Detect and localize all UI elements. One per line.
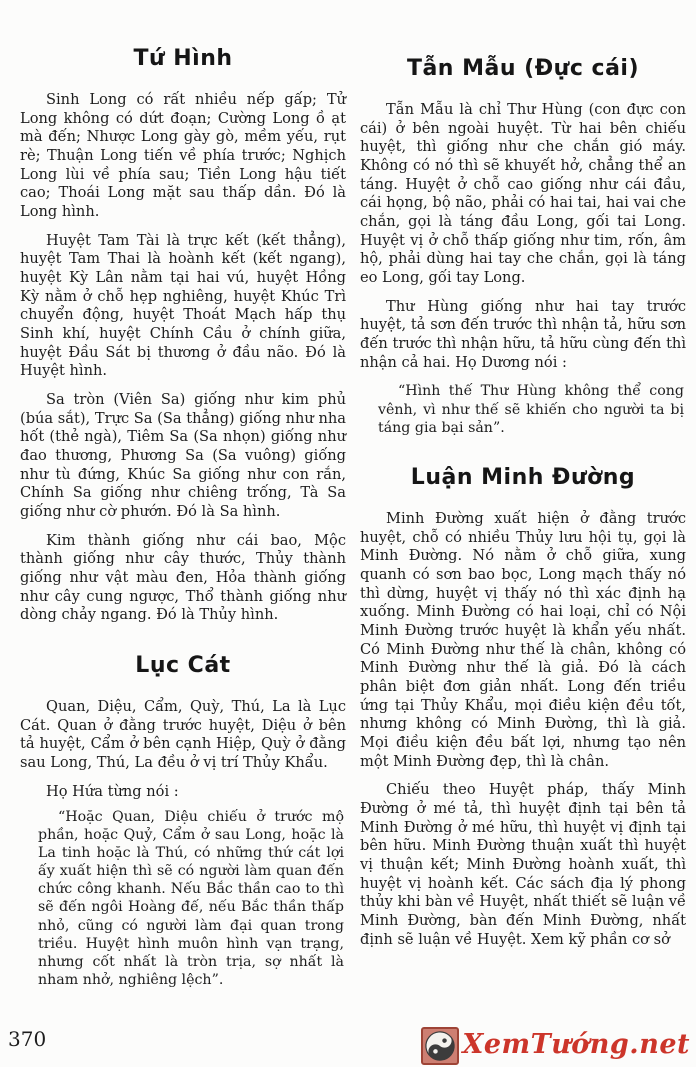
paragraph-tan-mau-2: Thư Hùng giống như hai tay trước huyệt, tả sơn đến trước thì nhận tả, hữu sơn đến trước thì nhận hữu, tả hữu cùng đến thì nhận cả hai. Họ Dương nói : (360, 297, 686, 371)
left-column (20, 46, 346, 999)
paragraph-thuy-hinh: Kim thành giống như cái bao, Mộc thành giống như cây thước, Thủy thành giống như vật màu đen, Hỏa thành giống như cây cung ngược, Thổ thành giống như dòng chảy ngang. Đó là Thủy hình. (20, 531, 346, 624)
paragraph-long-hinh: Sinh Long có rất nhiều nếp gấp; Tử Long không có dứt đoạn; Cường Long ồ ạt mà đến; Nhược Long gày gò, mềm yếu, rụt rè; Thuận Long tiến về phía trước; Nghịch Long lùi về phía sau; Tiền Long hậu tiết cao; Thoái Long mặt sau thấp dần. Đó là Long hình. (20, 91, 346, 221)
section-heading-tan-mau: Tẫn Mẫu (Đực cái) (406, 56, 640, 81)
page-number: 370 (8, 1027, 47, 1051)
right-column (360, 46, 686, 999)
paragraph-sa-hinh: Sa tròn (Viên Sa) giống như kim phủ (búa sắt), Trực Sa (Sa thẳng) giống như nha hốt (thẻ ngà), Tiêm Sa (Sa nhọn) giống như đao thương, Phương Sa (Sa vuông) giống như tù đứng, Khúc Sa giống như con rắn, Chính Sa giống như chiêng trống, Tà Sa giống như cờ phướn. Đó là Sa hình. (20, 391, 346, 521)
paragraph-minh-duong-2: Chiếu theo Huyệt pháp, thấy Minh Đường ở mé tả, thì huyệt định tại bên tả Minh Đường ở mé hữu, thì huyệt vị định tại bên hữu. Minh Đường thuận xuất thì huyệt vị thuận kết; Minh Đường hoành xuất, thì huyệt vị hoành kết. Các sách địa lý phong thủy khi bàn về Huyệt, nhất thiết sẽ luận về Minh Đường, bàn đến Minh Đường, nhất định sẽ luận về Huyệt. Xem kỹ phần cơ sở (360, 781, 686, 948)
watermark-text: XemTướng.net (462, 1028, 690, 1060)
section-heading-luan-minh-duong: Luận Minh Đường (410, 464, 636, 490)
paragraph-tan-mau-1: Tẫn Mẫu là chỉ Thư Hùng (con đực con cái) ở bên ngoài huyệt. Từ hai bên chiếu huyệt, thì giống như che chắn gió máy. Không có nó thì sẽ khuyết hở, chẳng thể an táng. Huyệt ở chỗ cao giống như cái đầu, cái họng, bộ não, phải có hai tai, hai vai che chắn, gọi là táng đầu Long, gối tai Long. Huyệt vị ở chỗ thấp giống như tim, rốn, âm hộ, phải dùng hai tay che chắn, gọi là táng eo Long, gối tay Long. (360, 101, 686, 287)
paragraph-luc-cat: Quan, Diệu, Cẩm, Quỳ, Thú, La là Lục Cát. Quan ở đằng trước huyệt, Diệu ở bên tả huyệt, Cẩm ở bên cạnh Hiệp, Quỳ ở đằng sau Long, Thú, La đều ở vị trí Thủy Khẩu. (20, 698, 346, 772)
quote-ho-hua: “Hoặc Quan, Diệu chiếu ở trước mộ phần, hoặc Quỷ, Cẩm ở sau Long, hoặc là La tinh hoặc là Thú, có những thứ cát lợi ấy xuất hiện thì sẽ có người làm quan đến chức công khanh. Nếu Bắc thần cao to thì sẽ đến ngôi Hoàng đế, nếu Bắc thần thấp nhỏ, cũng có người làm đại quan trong triều. Huyệt hình muôn hình vạn trạng, nhưng cốt nhất là tròn trịa, sợ nhất là nham nhở, nghiêng lệch”. (38, 808, 344, 989)
section-heading-luc-cat: Lục Cát (135, 653, 231, 679)
yin-yang-icon (421, 1027, 459, 1065)
paragraph-minh-duong-1: Minh Đường xuất hiện ở đằng trước huyệt, chỗ có nhiều Thủy lưu hội tụ, gọi là Minh Đường. Nó nằm ở chỗ giữa, xung quanh có sơn bao bọc, Long mạch thấy nó thì dừng, huyệt vị thấy nó thì xác định hạ xuống. Minh Đường có hai loại, chỉ có Nội Minh Đường trước huyệt là khẩn yếu nhất. Có Minh Đường như thế là chân, không có Minh Đường như thế là giả. Đó là cách phân biệt đơn giản nhất. Long đến triều ứng tại Thủy Khẩu, mọi điều kiện đều tốt, nhưng không có Minh Đường, thì là giả. Mọi điều kiện đều bất lợi, nhưng tạo nên một Minh Đường đẹp, thì là chân. (360, 509, 686, 770)
quote-ho-duong: “Hình thế Thư Hùng không thể cong vênh, vì như thế sẽ khiến cho người ta bị táng gia bại sản”. (378, 383, 684, 436)
section-heading-tu-hinh: Tứ Hình (133, 46, 233, 71)
paragraph-huyet-hinh: Huyệt Tam Tài là trực kết (kết thẳng), huyệt Tam Thai là hoành kết (kết ngang), huyệt Kỳ Lân nằm tại hai vú, huyệt Hồng Kỳ nằm ở chỗ hẹp nghiêng, huyệt Khúc Trì chuyển động, huyệt Thoát Mạch hấp thụ Sinh khí, huyệt Chính Cầu ở chính giữa, huyệt Đầu Sát bị thương ở đầu não. Đó là Huyệt hình. (20, 231, 346, 380)
xemtuong-watermark (421, 1027, 690, 1065)
speaker-line-ho-hua: Họ Hứa từng nói : (46, 782, 179, 800)
